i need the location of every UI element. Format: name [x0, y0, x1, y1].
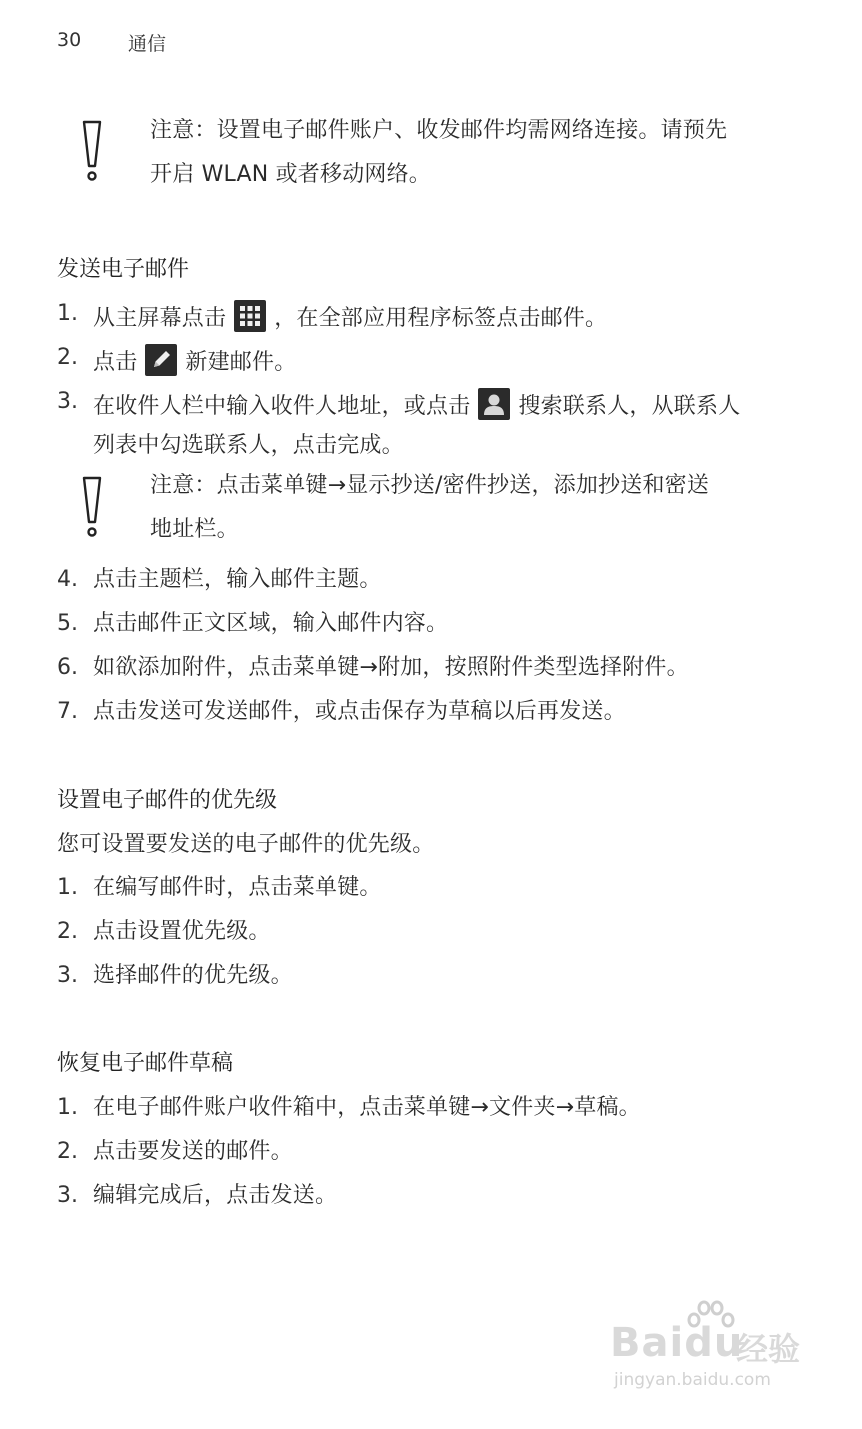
- step-text: 在电子邮件账户收件箱中，点击菜单键→文件夹→草稿。: [93, 1095, 641, 1120]
- step-text: [93, 391, 740, 423]
- note-line: 地址栏。: [150, 517, 239, 542]
- step-text: 点击设置优先级。: [93, 919, 271, 944]
- step-number: 3.: [57, 1183, 78, 1208]
- step-text: [93, 303, 607, 335]
- step-text-part: 在收件人栏中输入收件人地址，或点击: [93, 394, 471, 419]
- section-heading: 发送电子邮件: [57, 257, 190, 282]
- all-apps-grid-icon: [234, 300, 266, 332]
- step-text: [93, 347, 296, 379]
- note-line: 注意：点击菜单键→显示抄送/密件抄送，添加抄送和密送: [150, 473, 710, 498]
- note-line: 开启 WLAN 或者移动网络。: [150, 162, 432, 187]
- step-text: 编辑完成后，点击发送。: [93, 1183, 338, 1208]
- step-number: 4.: [57, 567, 78, 592]
- step-number: 5.: [57, 611, 78, 636]
- step-text: 点击发送可发送邮件，或点击保存为草稿以后再发送。: [93, 699, 626, 724]
- pencil-icon: [145, 344, 177, 376]
- step-number: 6.: [57, 655, 78, 680]
- step-text: 点击邮件正文区域，输入邮件内容。: [93, 611, 449, 636]
- step-number: 3.: [57, 389, 78, 414]
- exclamation-icon: [80, 118, 104, 188]
- step-text: 点击主题栏，输入邮件主题。: [93, 567, 382, 592]
- step-text-continued: 列表中勾选联系人，点击完成。: [93, 433, 404, 458]
- step-number: 2.: [57, 345, 78, 370]
- section-title: 通信: [128, 33, 167, 55]
- watermark-brand-cn: 经验: [736, 1330, 801, 1368]
- step-number: 1.: [57, 301, 78, 326]
- section-heading: 恢复电子邮件草稿: [57, 1051, 234, 1076]
- step-text-part: 点击: [93, 350, 138, 375]
- step-number: 1.: [57, 1095, 78, 1120]
- step-text: 选择邮件的优先级。: [93, 963, 293, 988]
- watermark-brand: Baidu: [610, 1320, 744, 1366]
- step-number: 2.: [57, 919, 78, 944]
- baidu-watermark: [610, 1306, 810, 1390]
- step-text: 在编写邮件时，点击菜单键。: [93, 875, 382, 900]
- person-icon: [478, 388, 510, 420]
- step-text: 如欲添加附件，点击菜单键→附加，按照附件类型选择附件。: [93, 655, 689, 680]
- step-number: 3.: [57, 963, 78, 988]
- section-intro: 您可设置要发送的电子邮件的优先级。: [57, 832, 435, 857]
- section-heading: 设置电子邮件的优先级: [57, 788, 278, 813]
- step-text: 点击要发送的邮件。: [93, 1139, 293, 1164]
- step-text-part: 从主屏幕点击: [93, 306, 227, 331]
- step-text-part: 新建邮件。: [185, 350, 297, 375]
- step-text-part: 搜索联系人，从联系人: [518, 394, 741, 419]
- step-number: 1.: [57, 875, 78, 900]
- exclamation-icon: [80, 474, 104, 544]
- step-number: 2.: [57, 1139, 78, 1164]
- step-number: 7.: [57, 699, 78, 724]
- watermark-url: jingyan.baidu.com: [614, 1370, 771, 1390]
- page-number: 30: [57, 29, 82, 51]
- note-line: 注意：设置电子邮件账户、收发邮件均需网络连接。请预先: [150, 118, 728, 143]
- step-text-part: ，在全部应用程序标签点击邮件。: [274, 306, 608, 331]
